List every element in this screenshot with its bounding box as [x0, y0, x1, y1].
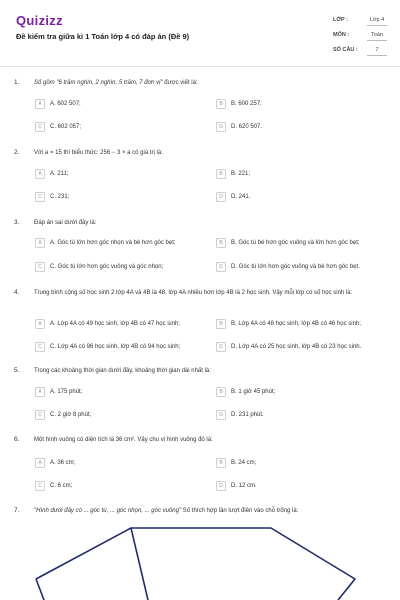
option-letter-box: B [216, 319, 226, 329]
option-letter-box: D [216, 122, 226, 132]
worksheet-header [0, 0, 400, 62]
option-letter-box: C [35, 192, 45, 202]
option-letter-box: C [35, 481, 45, 491]
option-text: C. Lớp 4A có 96 học sinh, lớp 4B có 94 học sinh; [50, 344, 181, 350]
option-text: B. 221; [231, 171, 251, 177]
option-text: C. 602 057; [50, 124, 82, 130]
option-letter-box: B [216, 99, 226, 109]
option-letter-box: C [35, 122, 45, 132]
inner-diagonal [131, 528, 148, 600]
question-text: Một hình vuông có diện tích là 36 cm². Vậy chu vi hình vuông đó là: [34, 437, 213, 443]
option-letter-box: D [216, 192, 226, 202]
option-letter-box: C [35, 342, 45, 352]
angle-figure [0, 523, 400, 600]
option-text: B. 1 giờ 45 phút; [231, 389, 276, 395]
option-letter-box: C [35, 262, 45, 272]
option-text: D. 620 507. [231, 124, 263, 130]
question-text-italic: "Hình dưới đây có ... góc tù, ... góc nhọn, ... góc vuông" [34, 508, 182, 514]
meta-count-value: 7 [367, 47, 387, 56]
option-text: A. Góc tù lớn hơn góc nhọn và bé hơn góc bẹt; [50, 240, 176, 246]
option-text: D. 12 cm. [231, 483, 257, 489]
option-text: A. 175 phút; [50, 389, 83, 395]
option-letter-box: A [35, 99, 45, 109]
option-letter-box: B [216, 387, 226, 397]
option-letter-box: B [216, 238, 226, 248]
option-letter-box: C [35, 410, 45, 420]
option-letter-box: D [216, 342, 226, 352]
option-text: A. 211; [50, 171, 69, 177]
left-lower-edge [36, 579, 44, 600]
question-number: 2. [14, 149, 20, 156]
option-text: A. 602 507; [50, 101, 81, 107]
option-text: B. 24 cm; [231, 460, 257, 466]
option-letter-box: B [216, 169, 226, 179]
question-text: Trung bình cộng số học sinh 2 lớp 4A và 4B là 48, lớp 4A nhiều hơn lớp 4B là 2 học sinh. Vậy mỗi lớp có số học sinh là: [34, 290, 353, 296]
meta-subject-label: MÔN : [333, 32, 350, 38]
question-number: 5. [14, 367, 20, 374]
option-letter-box: A [35, 169, 45, 179]
option-text: D. 231 phút. [231, 412, 264, 418]
meta-subject-value: Toán [367, 32, 387, 41]
option-letter-box: A [35, 387, 45, 397]
option-text: A. Lớp 4A có 49 học sinh, lớp 4B có 47 học sinh; [50, 321, 180, 327]
question-number: 4. [14, 289, 20, 296]
option-text: C. 6 cm; [50, 483, 73, 489]
option-text: A. 36 cm; [50, 460, 76, 466]
question-number: 7. [14, 507, 20, 514]
question-text-italic: Số gồm "6 trăm nghìn, 2 nghìn, 5 trăm, 7 đơn vị" [34, 80, 163, 86]
option-letter-box: A [35, 238, 45, 248]
option-text: D. 241. [231, 194, 251, 200]
question-text: Với a = 15 thì biểu thức: 256 − 3 × a có giá trị là: [34, 150, 163, 156]
question-text [34, 79, 386, 88]
option-text: C. 231; [50, 194, 70, 200]
quizizz-logo: Quizizz [16, 13, 63, 28]
question-number: 3. [14, 219, 20, 226]
option-letter-box: B [216, 458, 226, 468]
question-number: 1. [14, 79, 20, 86]
meta-grade-label: LỚP : [333, 17, 348, 23]
option-letter-box: A [35, 319, 45, 329]
worksheet-title: Đề kiểm tra giữa kì 1 Toán lớp 4 có đáp án (Đề 9) [16, 32, 190, 41]
option-text: D. Lớp 4A có 25 học sinh, lớp 4B có 23 học sinh. [231, 344, 362, 350]
header-divider [0, 66, 400, 67]
pentagon-outline [36, 528, 355, 600]
option-text: B. Lớp 4A có 48 học sinh, lớp 4B có 46 học sinh; [231, 321, 361, 327]
option-text: B. Góc tù bé hơn góc vuông và lớn hơn góc bẹt; [231, 240, 360, 246]
option-letter-box: D [216, 262, 226, 272]
question-text: Đáp án sai dưới đây là: [34, 220, 97, 226]
option-letter-box: D [216, 481, 226, 491]
option-text: C. Góc tù lớn hơn góc vuông và góc nhọn; [50, 264, 164, 270]
option-text: B. 600 257; [231, 101, 262, 107]
question-number: 6. [14, 436, 20, 443]
question-text-rest: được viết là: [162, 80, 198, 86]
meta-count-label: SỐ CÂU : [333, 47, 358, 53]
option-letter-box: A [35, 458, 45, 468]
question-text [34, 507, 386, 516]
option-text: D. Góc tù lớn hơn góc vuông và bé hơn góc bẹt. [231, 264, 360, 270]
question-text-rest: Số thích hợp lần lượt điền vào chỗ trống là: [181, 508, 299, 514]
question-text: Trong các khoảng thời gian dưới đây, khoảng thời gian dài nhất là: [34, 368, 211, 374]
option-text: C. 2 giờ 8 phút; [50, 412, 92, 418]
meta-grade-value: Lớp 4 [367, 17, 387, 26]
option-letter-box: D [216, 410, 226, 420]
